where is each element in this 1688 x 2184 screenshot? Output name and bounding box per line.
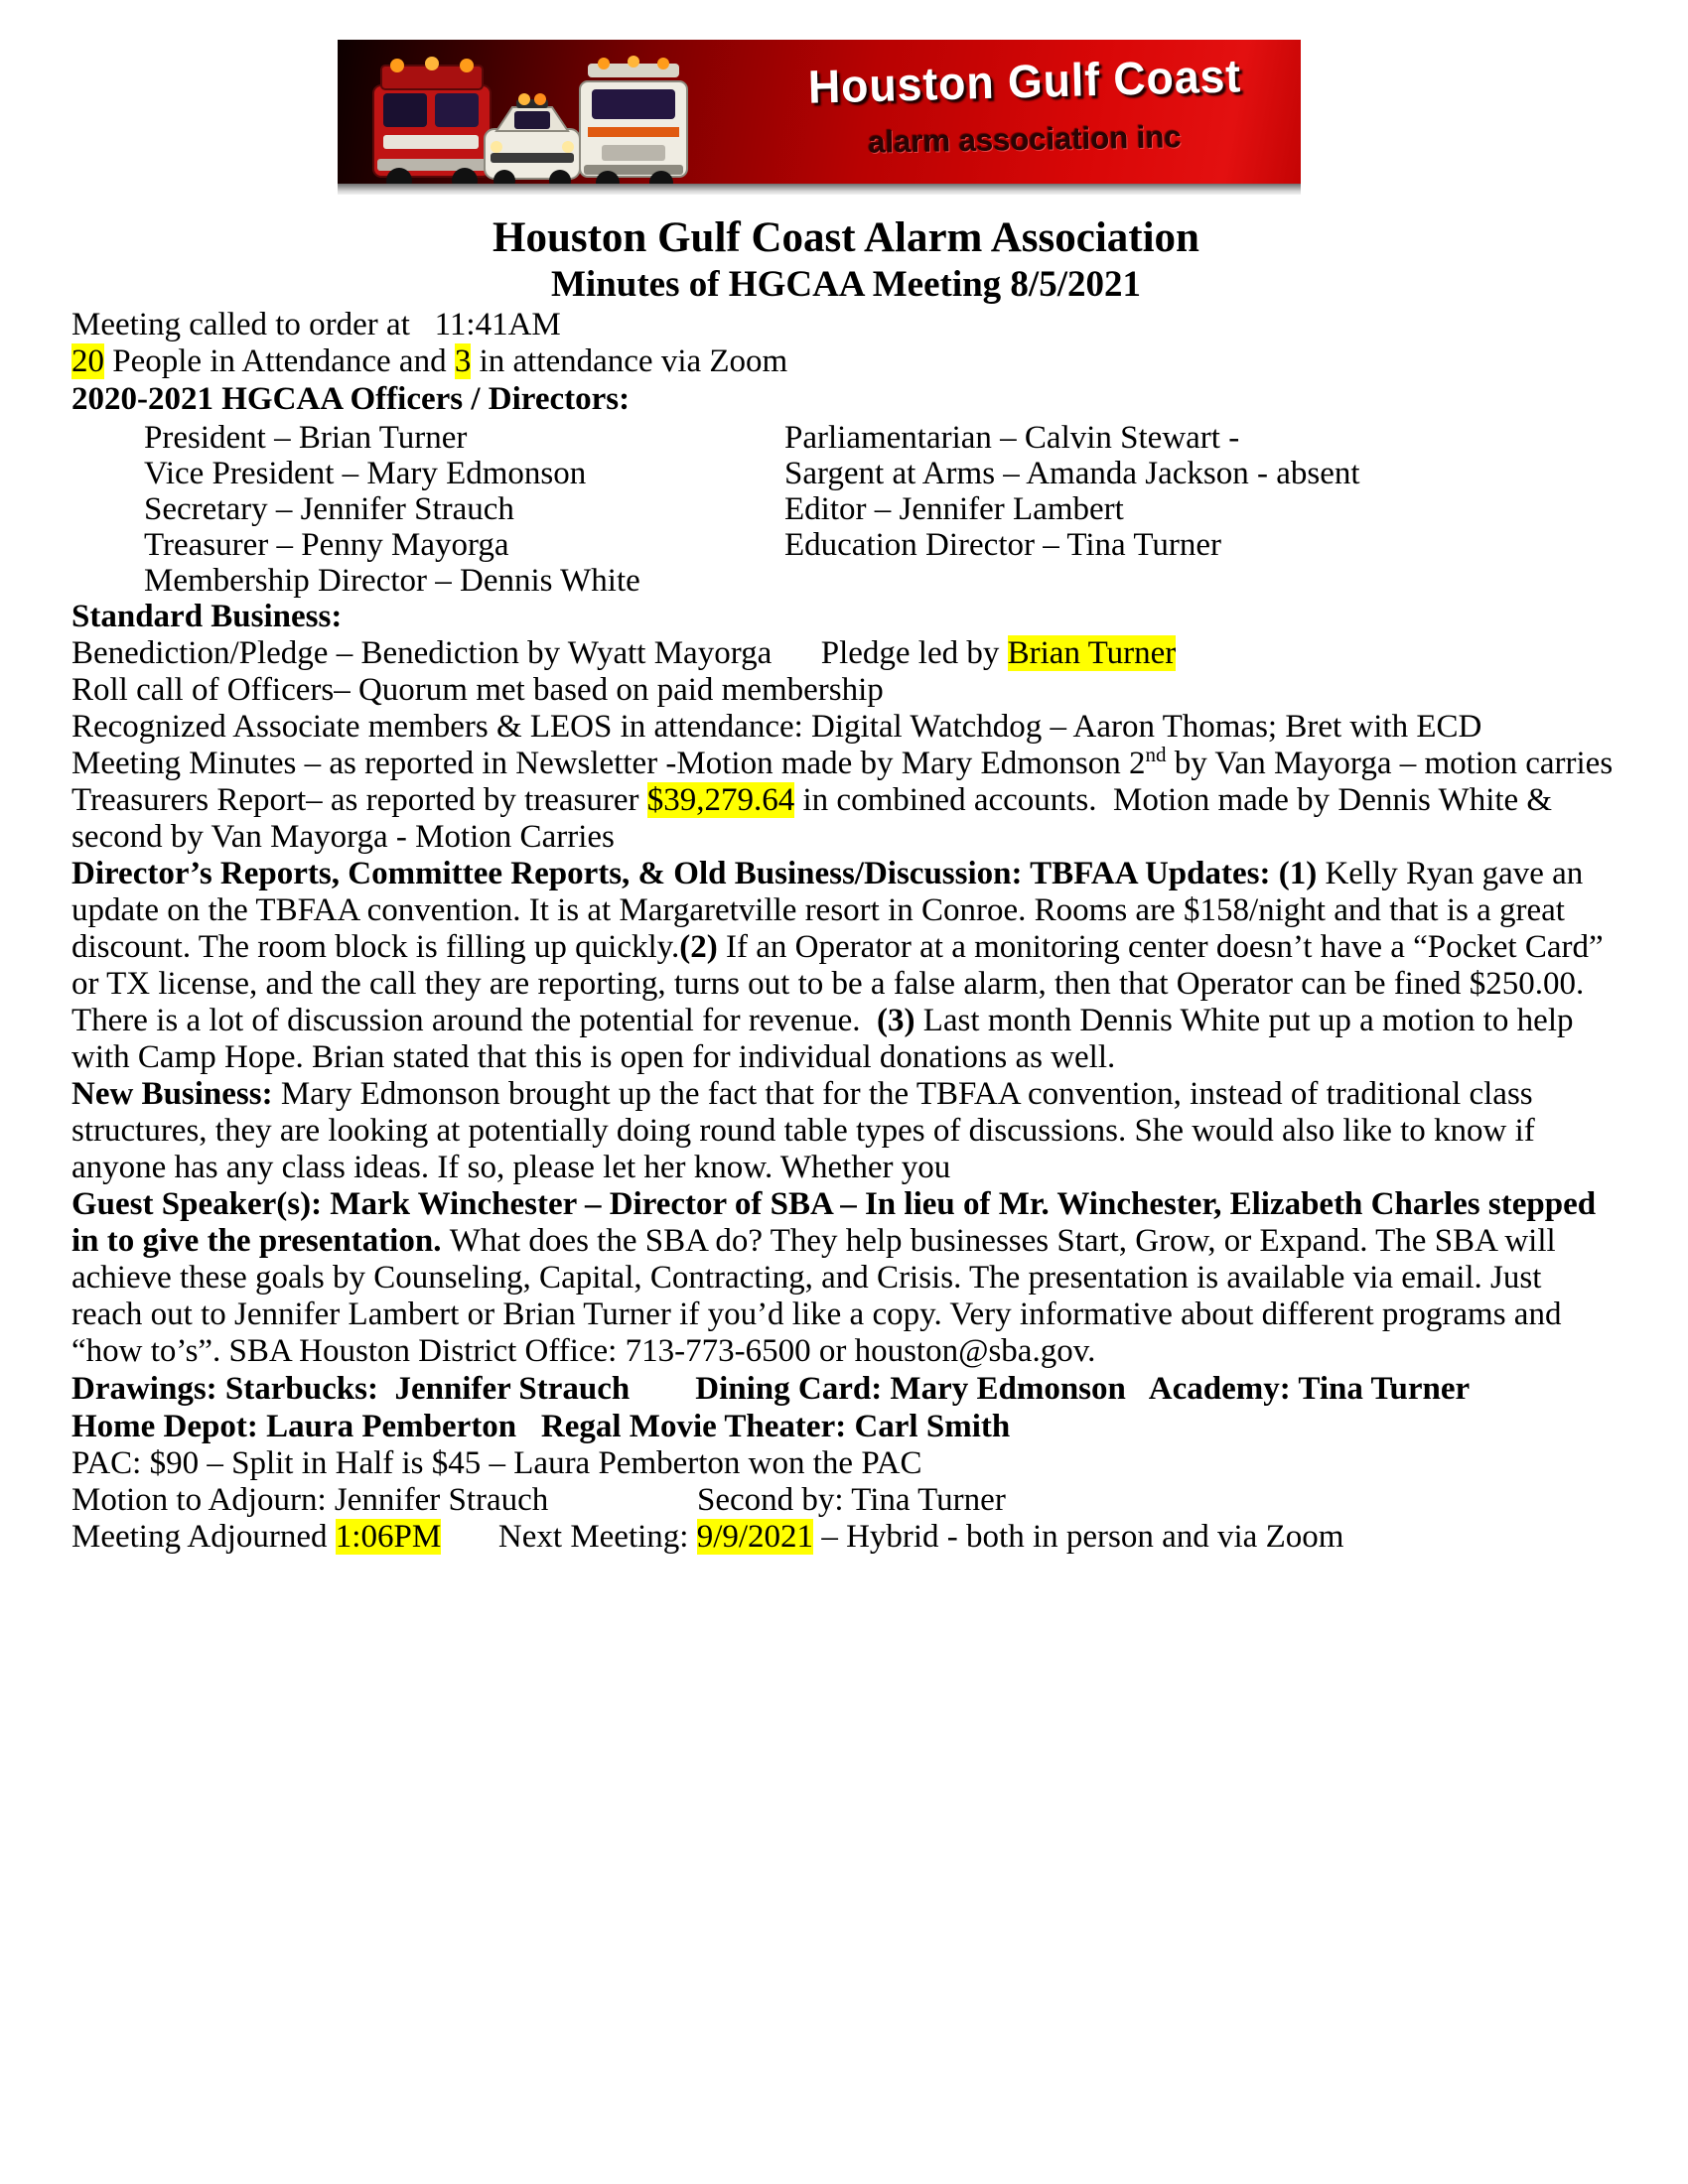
meeting-minutes-line xyxy=(71,743,1620,782)
officers-column-left xyxy=(144,420,784,599)
treasurers-report-text: Treasurers Report– as reported by treasurer xyxy=(71,782,647,818)
adjourned-text: Meeting Adjourned xyxy=(71,1519,336,1555)
drawings-line-1: Drawings: Starbucks: Jennifer Strauch Dining Card: Mary Edmonson Academy: Tina Turner xyxy=(71,1371,1471,1407)
page-subtitle: Minutes of HGCAA Meeting 8/5/2021 xyxy=(550,264,1141,305)
officer-editor: Editor – Jennifer Lambert xyxy=(784,491,1124,527)
tbfaa-update-3: Last month Dennis White put up a motion to help with Camp Hope. Brian stated that this is open for individual donations as well. xyxy=(71,1003,1582,1075)
banner-text-block xyxy=(776,49,1273,160)
next-meeting-text: Next Meeting: xyxy=(441,1519,697,1555)
called-to-order-line xyxy=(71,307,1620,343)
police-car-icon xyxy=(485,93,580,192)
attendance-count-highlight: 20 xyxy=(71,343,104,379)
minutes-content xyxy=(71,213,1620,1556)
second-by: Second by: Tina Turner xyxy=(697,1482,1006,1518)
banner-brand-subtitle: alarm association inc xyxy=(868,119,1182,160)
directors-reports-heading: Director’s Reports, Committee Reports, & Old Business/Discussion: TBFAA Updates: (1) xyxy=(71,856,1326,891)
motion-to-adjourn: Motion to Adjourn: Jennifer Strauch xyxy=(71,1482,549,1518)
officer-parliamentarian: Parliamentarian – Calvin Stewart - xyxy=(784,420,1240,456)
officer-secretary: Secretary – Jennifer Strauch xyxy=(144,491,514,527)
officers-heading: 2020-2021 HGCAA Officers / Directors: xyxy=(71,381,631,417)
new-business-text: Mary Edmonson brought up the fact that for the TBFAA convention, instead of traditional class structures, they are looking at potentially doing round table types of discussions. She would also like to know if anyone has any class ideas. If so, please let her know. Whether you xyxy=(71,1076,1544,1185)
next-meeting-date-highlight: 9/9/2021 xyxy=(696,1519,814,1555)
attendance-text: People in Attendance and xyxy=(104,343,455,379)
ordinal-suffix: nd xyxy=(1145,743,1167,766)
banner-bottom-shadow xyxy=(338,184,1301,195)
banner-brand-title: Houston Gulf Coast xyxy=(807,49,1242,113)
officer-president: President – Brian Turner xyxy=(144,420,468,456)
meeting-minutes-text: Meeting Minutes – as reported in Newsletter -Motion made by Mary Edmonson 2 xyxy=(71,746,1146,781)
new-business-heading: New Business: xyxy=(71,1076,281,1112)
called-to-order-time: 11:41AM xyxy=(434,307,561,342)
called-to-order-text: Meeting called to order at xyxy=(71,307,435,342)
directors-reports-paragraph xyxy=(71,856,1620,1076)
drawings-line-2: Home Depot: Laura Pemberton Regal Movie Theater: Carl Smith xyxy=(71,1409,1011,1444)
next-meeting-suffix: – Hybrid - both in person and via Zoom xyxy=(813,1519,1344,1555)
zoom-count-highlight: 3 xyxy=(454,343,472,379)
new-business-paragraph xyxy=(71,1076,1620,1186)
officer-vice-president: Vice President – Mary Edmonson xyxy=(144,456,587,491)
benediction-line xyxy=(71,635,1620,672)
treasurers-report-line xyxy=(71,782,1620,856)
adjourn-line xyxy=(71,1482,1620,1519)
emergency-vehicles-icon xyxy=(367,56,695,197)
officer-sargent-at-arms: Sargent at Arms – Amanda Jackson - absent xyxy=(784,456,1360,491)
treasurers-report-tail: in combined accounts. Motion made by Dennis White & second by Van Mayorga - Motion Carries xyxy=(71,782,1561,855)
treasury-amount-highlight: $39,279.64 xyxy=(646,782,795,818)
guest-speaker-paragraph xyxy=(71,1186,1620,1370)
fire-truck-icon xyxy=(373,57,491,194)
item-2-marker: (2) xyxy=(679,929,718,965)
guest-speaker-heading: Guest Speaker(s): Mark Winchester – Director of SBA – In lieu of Mr. Winchester, Elizabeth Charles stepped in to give the presentation. xyxy=(71,1186,1605,1259)
hgcaa-logo-banner xyxy=(338,40,1301,184)
officer-membership-director: Membership Director – Dennis White xyxy=(144,563,640,599)
meeting-minutes-tail: by Van Mayorga – motion carries xyxy=(1166,746,1614,781)
tbfaa-update-2: If an Operator at a monitoring center doesn’t have a “Pocket Card” or TX license, and the call they are reporting, turns out to be a false alarm, then that Operator can be fined $250.00. There is a lot of discussion around the potential for revenue. xyxy=(71,929,1612,1038)
meeting-adjourned-line xyxy=(71,1519,1620,1556)
pledge-leader-highlight: Brian Turner xyxy=(1007,635,1177,671)
standard-business-heading: Standard Business: xyxy=(71,599,343,634)
recognized-members-line: Recognized Associate members & LEOS in attendance: Digital Watchdog – Aaron Thomas; Bret with ECD xyxy=(71,709,1482,745)
roll-call-line: Roll call of Officers– Quorum met based on paid membership xyxy=(71,672,884,708)
attendance-line xyxy=(71,343,1620,380)
officer-education-director: Education Director – Tina Turner xyxy=(784,527,1221,563)
officers-column-right xyxy=(784,420,1360,599)
benediction-text: Benediction/Pledge – Benediction by Wyatt Mayorga Pledge led by xyxy=(71,635,1008,671)
tbfaa-update-1: Kelly Ryan gave an update on the TBFAA convention. It is at Margaretville resort in Conroe. Rooms are $158/night and that is a great discount. The room block is filling up quickly. xyxy=(71,856,1592,965)
item-3-marker: (3) xyxy=(877,1003,915,1038)
ambulance-icon xyxy=(580,56,687,195)
officers-columns xyxy=(71,420,1620,599)
attendance-suffix: in attendance via Zoom xyxy=(471,343,788,379)
officer-treasurer: Treasurer – Penny Mayorga xyxy=(144,527,509,563)
adjourned-time-highlight: 1:06PM xyxy=(335,1519,442,1555)
guest-speaker-text: What does the SBA do? They help businesses Start, Grow, or Expand. The SBA will achieve these goals by Counseling, Capital, Contracting, and Crisis. The presentation is available via email. Just reach out to Jennifer Lambert or Brian Turner if you’d like a copy. Very informative about different programs and “how to’s”. SBA Houston District Office: 713-773-6500 or houston@sba.gov. xyxy=(71,1223,1570,1369)
page-title: Houston Gulf Coast Alarm Association xyxy=(492,214,1199,261)
pac-line: PAC: $90 – Split in Half is $45 – Laura Pemberton won the PAC xyxy=(71,1445,922,1481)
